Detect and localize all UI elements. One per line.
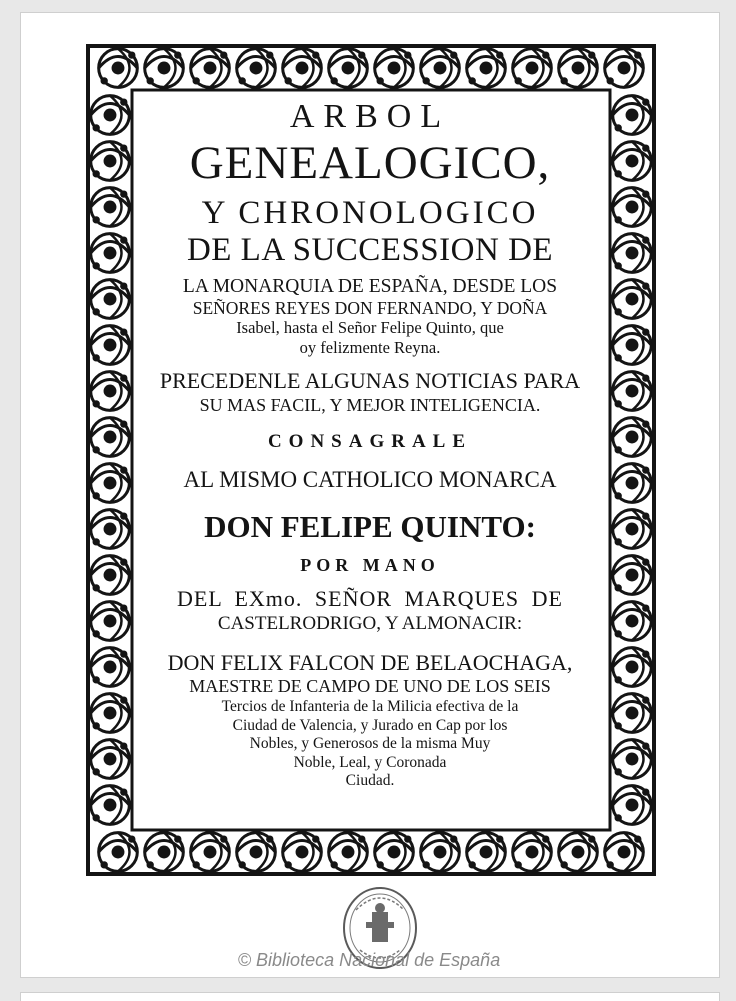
text-line-castelrodrigo: CASTELRODRIGO, Y ALMONACIR: bbox=[217, 613, 523, 634]
text-line-precedenle: PRECEDENLE ALGUNAS NOTICIAS PARA bbox=[159, 368, 581, 393]
text-line-felipe-quinto: DON FELIPE QUINTO: bbox=[204, 509, 536, 544]
text-line-coronada: Noble, Leal, y Coronada bbox=[293, 753, 447, 771]
title-line-chronologico: Y CHRONOLOGICO bbox=[201, 195, 539, 231]
text-line-marques: DEL EXmo. SEÑOR MARQUES DE bbox=[177, 586, 563, 611]
text-line-valencia: Ciudad de Valencia, y Jurado en Cap por los bbox=[232, 716, 508, 734]
text-line-consagrale: CONSAGRALE bbox=[267, 431, 473, 452]
title-line-succession: DE LA SUCCESSION DE bbox=[186, 232, 554, 268]
text-line-catholico: AL MISMO CATHOLICO MONARCA bbox=[183, 467, 557, 492]
text-line-isabel: Isabel, hasta el Señor Felipe Quinto, que bbox=[236, 318, 504, 337]
text-line-nobles: Nobles, y Generosos de la misma Muy bbox=[249, 735, 491, 752]
text-line-inteligencia: SU MAS FACIL, Y MEJOR INTELIGENCIA. bbox=[199, 395, 541, 415]
text-line-felix-falcon: DON FELIX FALCON DE BELAOCHAGA, bbox=[167, 650, 573, 675]
text-line-reyna: oy felizmente Reyna. bbox=[299, 337, 441, 357]
title-page-text bbox=[130, 90, 610, 830]
text-line-reyes: SEÑORES REYES DON FERNANDO, Y DOÑA bbox=[192, 297, 548, 318]
text-line-maestre: MAESTRE DE CAMPO DE UNO DE LOS SEIS bbox=[189, 676, 551, 696]
text-line-por-mano: POR MANO bbox=[300, 555, 440, 575]
text-line-tercios: Tercios de Infanteria de la Milicia efectiva de la bbox=[221, 698, 519, 715]
text-line-monarquia: LA MONARQUIA DE ESPAÑA, DESDE LOS bbox=[182, 276, 558, 297]
title-line-arbol: ARBOL bbox=[289, 98, 451, 135]
text-line-ciudad: Ciudad. bbox=[345, 772, 395, 789]
title-line-genealogico: GENEALOGICO, bbox=[189, 137, 551, 189]
watermark-copyright: © Biblioteca Nacional de España bbox=[237, 950, 501, 970]
